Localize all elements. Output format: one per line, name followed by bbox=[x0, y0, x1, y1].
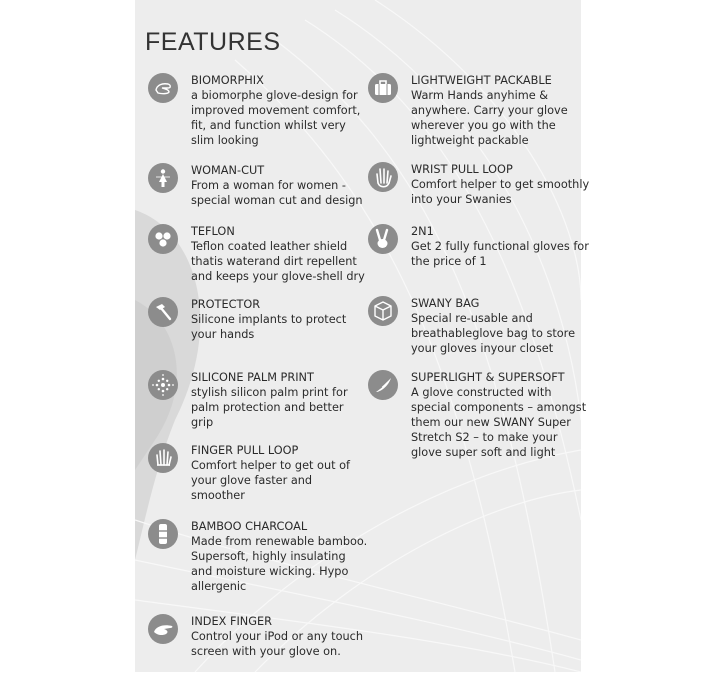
feature-description: stylish silicon palm print for palm protection and better grip bbox=[191, 386, 348, 429]
feature-description: Warm Hands anyhime & anywhere. Carry your glove wherever you go with the lightweight packable bbox=[411, 89, 568, 147]
hammer-icon bbox=[148, 297, 178, 327]
feature-description: Comfort helper to get out of your glove faster and smoother bbox=[191, 459, 351, 502]
feature-name: FINGER PULL LOOP bbox=[191, 444, 299, 457]
feature-description: From a woman for women - special woman cut and design bbox=[191, 179, 363, 207]
feature-name: WRIST PULL LOOP bbox=[411, 163, 513, 176]
feature-name: SWANY BAG bbox=[411, 297, 480, 310]
feature-name: INDEX FINGER bbox=[191, 615, 272, 628]
two-fingers-icon bbox=[368, 224, 398, 254]
feature-description: A glove constructed with special components – amongst them our new SWANY Super Stretch S2 – to make your glove super soft and light bbox=[411, 386, 587, 459]
hand-icon bbox=[148, 73, 178, 103]
feature-name: BAMBOO CHARCOAL bbox=[191, 520, 308, 533]
wrist-loop-icon bbox=[368, 162, 398, 192]
feature-description: Control your iPod or any touch screen with your glove on. bbox=[191, 630, 364, 658]
feature-description: Made from renewable bamboo. Supersoft, highly insulating and moisture wicking. Hypo allergenic bbox=[191, 535, 368, 593]
bag-icon bbox=[368, 73, 398, 103]
feature-name: LIGHTWEIGHT PACKABLE bbox=[411, 74, 552, 87]
glove-loop-icon bbox=[148, 443, 178, 473]
page-title: FEATURES bbox=[145, 28, 281, 56]
hexagon-cells-icon bbox=[148, 224, 178, 254]
feature-name: SUPERLIGHT & SUPERSOFT bbox=[411, 371, 565, 384]
feature-name: TEFLON bbox=[191, 225, 235, 238]
box-icon bbox=[368, 296, 398, 326]
feature-name: SILICONE PALM PRINT bbox=[191, 371, 314, 384]
feature-description: Special re-usable and breathableglove bag to store your gloves inyour closet bbox=[411, 312, 576, 355]
bamboo-icon bbox=[148, 519, 178, 549]
touch-finger-icon bbox=[148, 614, 178, 644]
feature-description: Get 2 fully functional gloves for the price of 1 bbox=[411, 240, 589, 268]
feature-description: Teflon coated leather shield thatis waterand dirt repellent and keeps your glove-shell dry bbox=[191, 240, 365, 283]
feature-name: PROTECTOR bbox=[191, 298, 261, 311]
feature-name: WOMAN-CUT bbox=[191, 164, 265, 177]
feature-description: Silicone implants to protect your hands bbox=[191, 313, 347, 341]
feature-description: a biomorphe glove-design for improved movement comfort, fit, and function whilst very slim looking bbox=[191, 89, 361, 147]
feature-description: Comfort helper to get smoothly into your Swanies bbox=[411, 178, 590, 206]
feature-name: 2N1 bbox=[411, 225, 434, 238]
dot-pattern-icon bbox=[148, 370, 178, 400]
feather-icon bbox=[368, 370, 398, 400]
woman-icon bbox=[148, 163, 178, 193]
feature-name: BIOMORPHIX bbox=[191, 74, 264, 87]
